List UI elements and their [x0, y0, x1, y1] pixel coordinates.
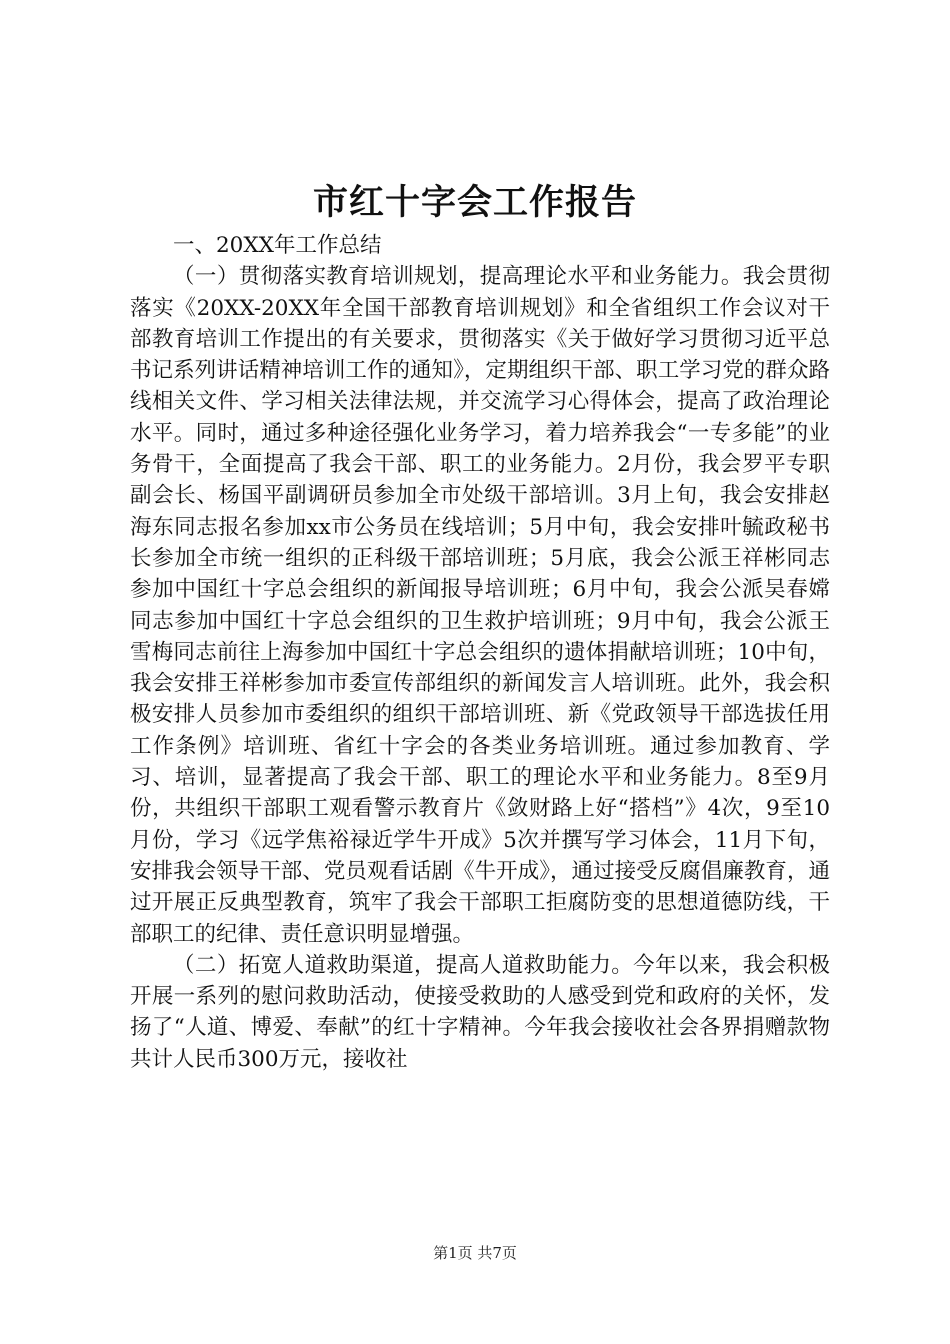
body-paragraph: （一）贯彻落实教育培训规划，提高理论水平和业务能力。我会贯彻落实《20XX-20XX年全国干部教育培训规划》和全省组织工作会议对干部教育培训工作提出的有关要求，贯彻落实《关于做好学习贯彻习近平总书记系列讲话精神培训工作的通知》，定期组织干部、职工学习党的群众路线相关文件、学习相关法律法规，并交流学习心得体会，提高了政治理论水平。同时，通过多种途径强化业务学习，着力培养我会“一专多能”的业务骨干，全面提高了我会干部、职工的业务能力。2月份，我会罗平专职副会长、杨国平副调研员参加全市处级干部培训。3月上旬，我会安排赵海东同志报名参加xx市公务员在线培训；5月中旬，我会安排叶毓政秘书长参加全市统一组织的正科级干部培训班；5月底，我会公派王祥彬同志参加中国红十字总会组织的新闻报导培训班；6月中旬，我会公派吴春嫦同志参加中国红十字总会组织的卫生救护培训班；9月中旬，我会公派王雪梅同志前往上海参加中国红十字总会组织的遗体捐献培训班；10中旬，我会安排王祥彬参加市委宣传部组织的新闻发言人培训班。此外，我会积极安排人员参加市委组织的组织干部培训班、新《党政领导干部选拔任用工作条例》培训班、省红十字会的各类业务培训班。通过参加教育、学习、培训，显著提高了我会干部、职工的理论水平和业务能力。8至9月份，共组织干部职工观看警示教育片《敛财路上好“搭档”》4次，9至10月份，学习《远学焦裕禄近学牛开成》5次并撰写学习体会，11月下旬，安排我会领导干部、党员观看话剧《牛开成》，通过接受反腐倡廉教育，通过开展正反典型教育，筑牢了我会干部职工拒腐防变的思想道德防线，干部职工的纪律、责任意识明显增强。 [130, 264, 830, 947]
body-paragraph: （二）拓宽人道救助渠道，提高人道救助能力。今年以来，我会积极开展一系列的慰问救助活动，使接受救助的人感受到党和政府的关怀，发扬了“人道、博爱、奉献”的红十字精神。今年我会接收社会各界捐赠款物共计人民币300万元，接收社 [130, 952, 830, 1072]
section-heading: 一、20XX年工作总结 [173, 233, 382, 258]
page-number-footer: 第1页 共7页 [433, 1244, 517, 1262]
document-title: 市红十字会工作报告 [312, 182, 637, 223]
document-body [130, 230, 830, 1075]
